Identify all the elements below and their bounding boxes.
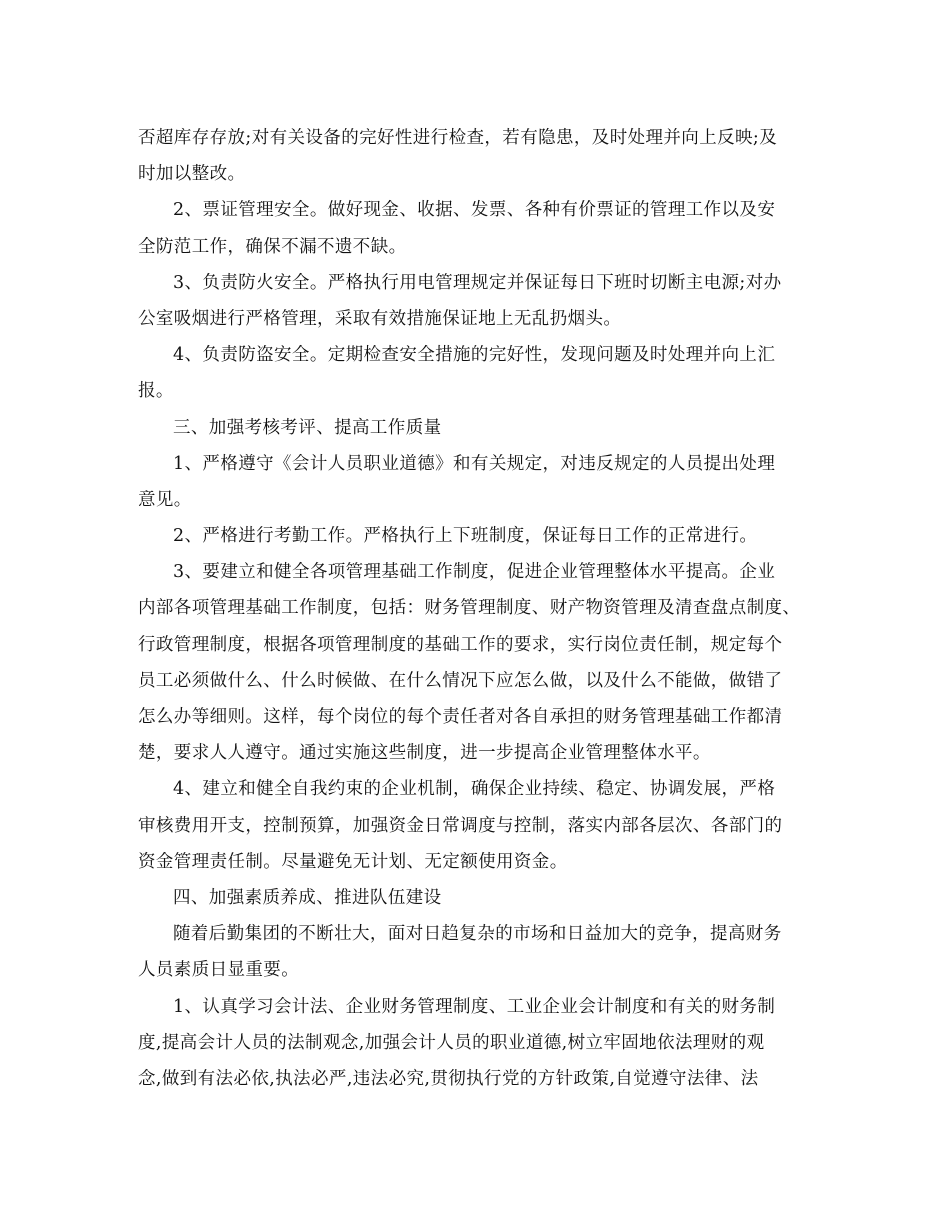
text-line: 时加以整改。 <box>138 164 246 185</box>
text-line: 念,做到有法必依,执法必严,违法必究,贯彻执行党的方针政策,自觉遵守法律、法 <box>138 1068 759 1089</box>
text-line: 2、票证管理安全。做好现金、收据、发票、各种有价票证的管理工作以及安 <box>173 200 776 221</box>
text-line: 意见。 <box>138 489 192 510</box>
text-line: 资金管理责任制。尽量避免无计划、无定额使用资金。 <box>138 851 568 872</box>
text-line: 1、严格遵守《会计人员职业道德》和有关规定，对违反规定的人员提出处理 <box>173 453 776 474</box>
text-line: 行政管理制度，根据各项管理制度的基础工作的要求，实行岗位责任制，规定每个 <box>138 634 783 655</box>
text-line: 员工必须做什么、什么时候做、在什么情况下应怎么做，以及什么不能做，做错了 <box>138 670 783 691</box>
text-line: 报。 <box>138 381 174 402</box>
text-line: 4、建立和健全自我约束的企业机制，确保企业持续、稳定、协调发展，严格 <box>173 779 776 800</box>
text-line: 内部各项管理基础工作制度，包括：财务管理制度、财产物资管理及清查盘点制度、 <box>138 598 801 619</box>
text-line: 怎么办等细则。这样，每个岗位的每个责任者对各自承担的财务管理基础工作都清 <box>138 707 783 727</box>
text-line: 楚，要求人人遵守。通过实施这些制度，进一步提高企业管理整体水平。 <box>138 743 711 764</box>
text-line: 全防范工作，确保不漏不遗不缺。 <box>138 236 407 257</box>
text-line: 4、负责防盗安全。定期检查安全措施的完好性，发现问题及时处理并向上汇 <box>173 345 776 366</box>
text-line: 公室吸烟进行严格管理，采取有效措施保证地上无乱扔烟头。 <box>138 308 622 329</box>
text-line: 3、负责防火安全。严格执行用电管理规定并保证每日下班时切断主电源;对办 <box>173 272 782 293</box>
text-line: 四、加强素质养成、推进队伍建设 <box>173 887 442 908</box>
text-line: 三、加强考核考评、提高工作质量 <box>173 417 442 438</box>
text-line: 度,提高会计人员的法制观念,加强会计人员的职业道德,树立牢固地依法理财的观 <box>138 1032 765 1053</box>
text-line: 3、要建立和健全各项管理基础工作制度，促进企业管理整体水平提高。企业 <box>173 562 776 583</box>
document-body <box>138 120 810 1097</box>
text-line: 否超库存存放;对有关设备的完好性进行检查，若有隐患，及时处理并向上反映;及 <box>138 128 778 148</box>
text-line: 审核费用开支，控制预算，加强资金日常调度与控制，落实内部各层次、各部门的 <box>138 815 783 836</box>
text-line: 人员素质日显重要。 <box>138 960 300 981</box>
text-line: 1、认真学习会计法、企业财务管理制度、工业企业会计制度和有关的财务制 <box>173 996 776 1017</box>
text-line: 2、严格进行考勤工作。严格执行上下班制度，保证每日工作的正常进行。 <box>173 526 758 547</box>
text-line: 随着后勤集团的不断壮大，面对日趋复杂的市场和日益加大的竞争，提高财务 <box>173 924 782 945</box>
